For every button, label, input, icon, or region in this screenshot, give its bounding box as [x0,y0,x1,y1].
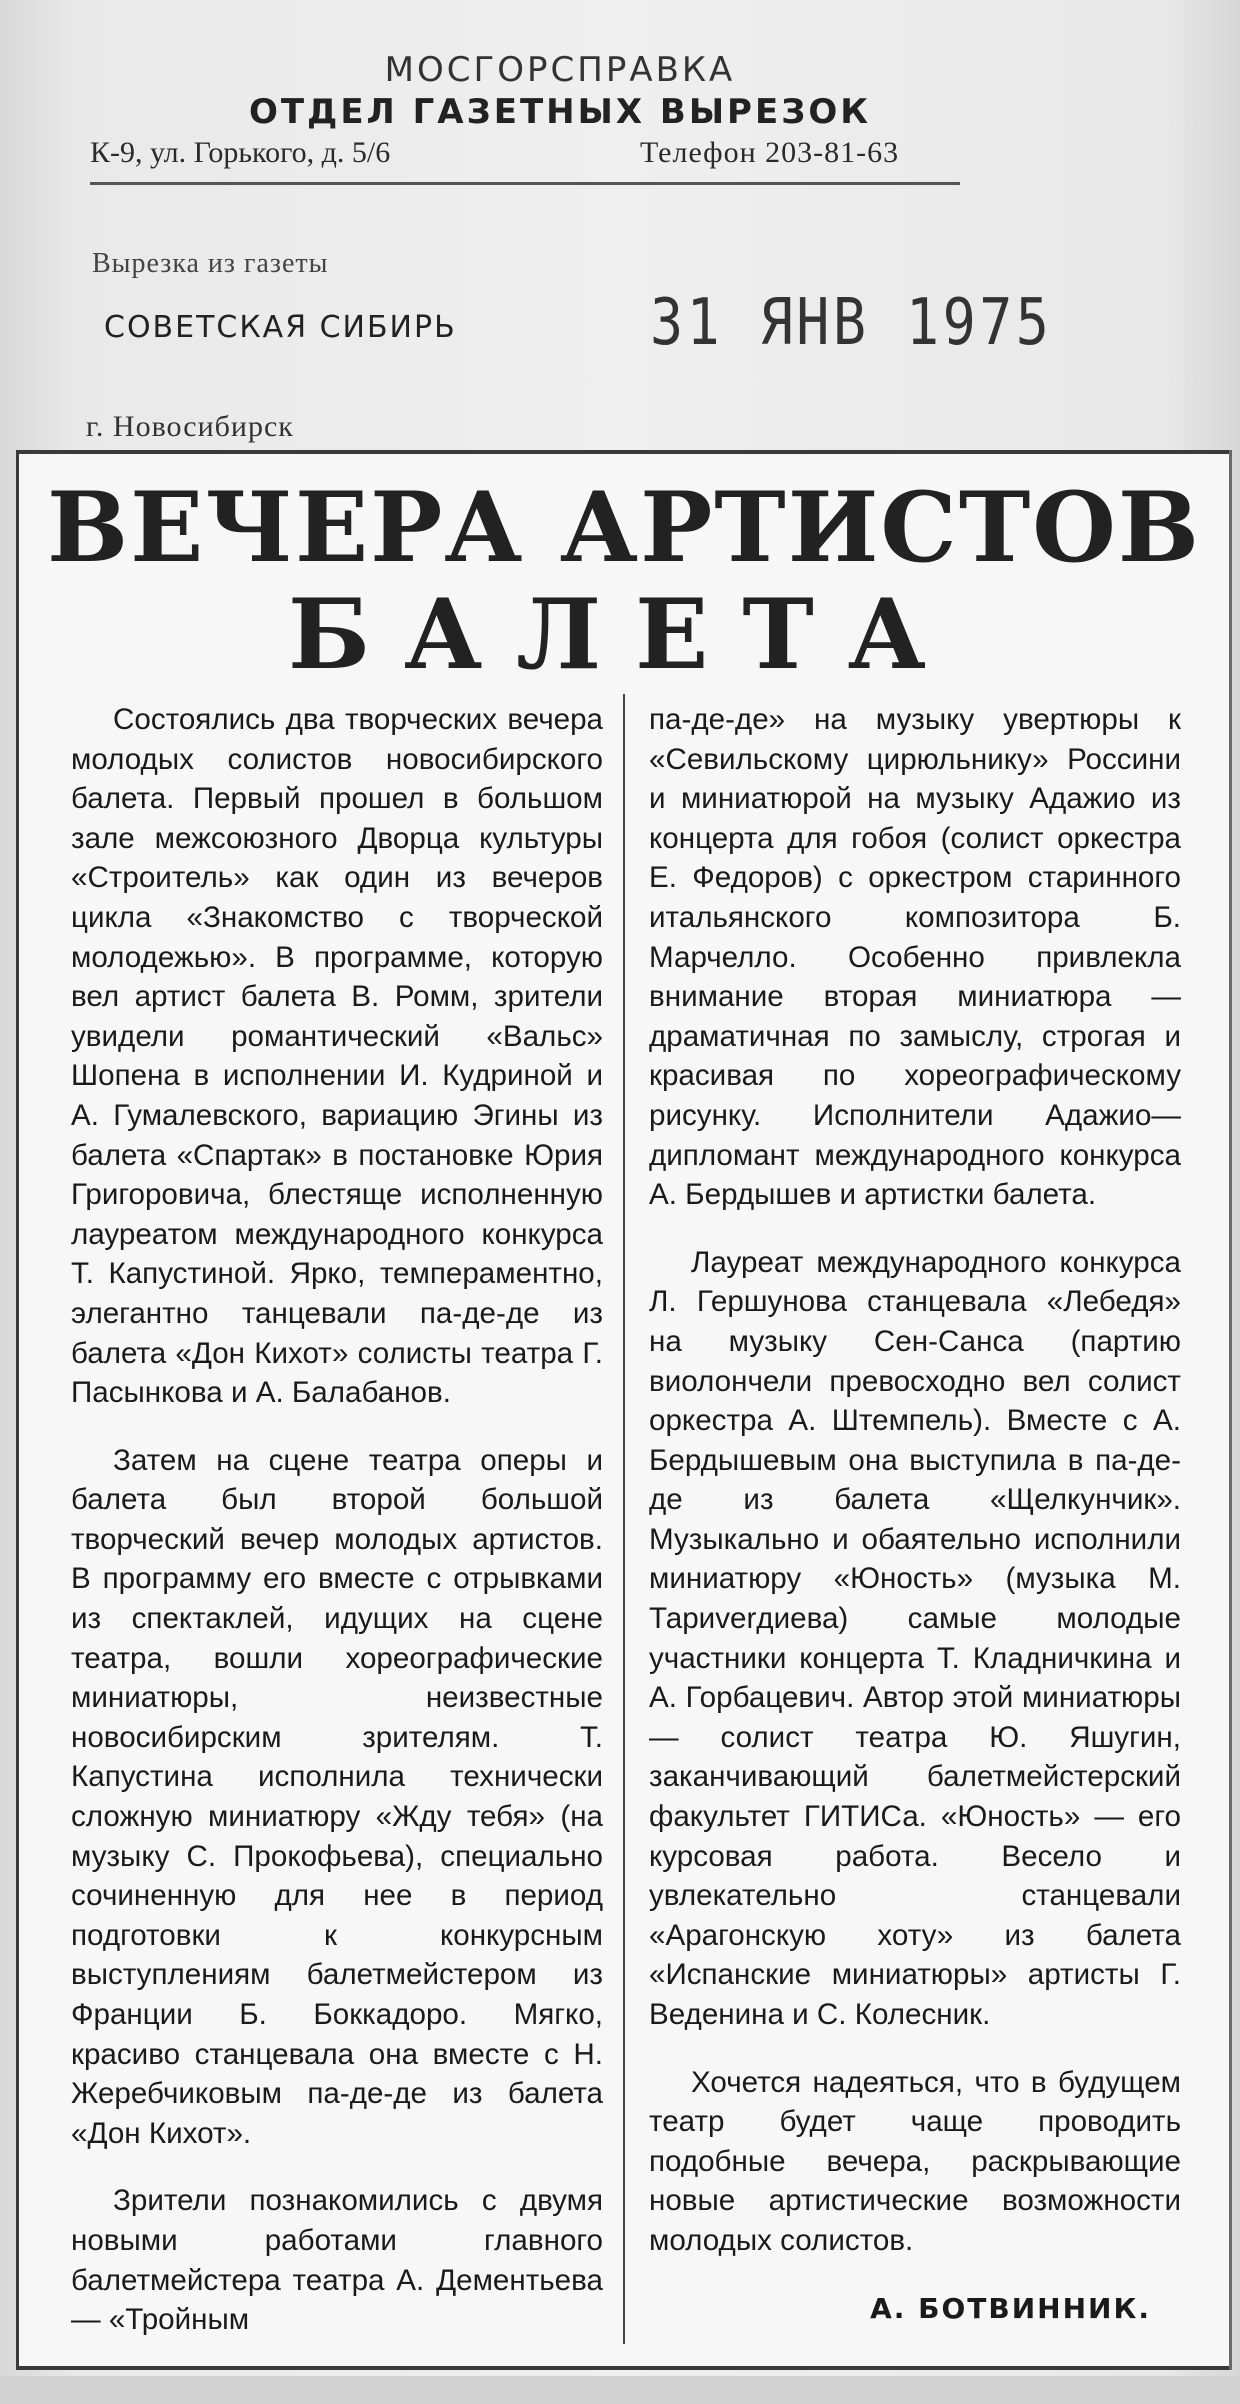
paragraph: Состоялись два творческих вечера молодых солистов новосибирского балета. Первый прошел в большом зале межсоюзного Дворца культуры «Строитель» как один из вечеров цикла «Знакомство с творческой молодежью». В программе, которую вел артист балета В. Ромм, зрители увидели романтический «Вальс» Шопена в исполнении И. Кудриной и А. Гумалевского, вариацию Эгины из балета «Спартак» в постановке Юрия Григоровича, блестяще исполненную лауреатом международного конкурса Т. Капустиной. Ярко, темпераментно, элегантно танцевали па-де-де из балета «Дон Кихот» солисты театра Г. Пасынкова и А. Балабанов. [71,703,603,1410]
paragraph: Затем на сцене театра оперы и балета был второй большой творческий вечер молодых артистов. В программу его вместе с отрывками из спектаклей, идущих на сцене театра, вошли хореографические миниатюры, неизвестные новосибирским зрителям. Т. Капустина исполнила технически сложную миниатюру «Жду тебя» (на музыку С. Прокофьева), специально сочиненную для нее в период подготовки к конкурсным выступлениям балетмейстером из Франции Б. Боккадоро. Мягко, красиво станцевала она вместе с Н. Жеребчиковым па-де-де из балета «Дон Кихот». [71,1443,603,2150]
article-body [71,700,1181,2340]
column-divider [623,694,625,2344]
stamp-city: г. Новосибирск [86,410,294,443]
newspaper-clipping [16,450,1232,2370]
stamp-organization: МОСГОРСПРАВКА [384,50,736,90]
stamp-date: 31 ЯНВ 1975 [650,286,1053,360]
article-column-left [71,700,603,2368]
paragraph: Хочется надеяться, что в будущем театр будет чаще проводить подобные вечера, раскрывающие новые артистические возможности молодых солистов. [649,2065,1181,2257]
stamp-newspaper-name: СОВЕТСКАЯ СИБИРЬ [104,310,457,345]
stamp-cut-label: Вырезка из газеты [92,248,329,279]
clipping-bottom-rule [19,2366,1229,2370]
paragraph: Лауреат международного конкурса Л. Гершунова станцевала «Лебедя» на музыку Сен-Санса (партию виолончели превосходно вел солист оркестра А. Штемпель). Вместе с А. Бердышевым она выступила в па-де-де из балета «Щелкунчик». Музыкально и обаятельно исполнили миниатюру «Юность» (музыка М. Тариverдиева) самые молодые участники концерта Т. Кладничкина и А. Горбацевич. Автор этой миниатюры — солист театра Ю. Яшугин, заканчивающий балетмейстерский факультет ГИТИСа. «Юность» — его курсовая работа. Весело и увлекательно станцевали «Арагонскую хоту» из балета «Испанские миниатюры» артисты Г. Веденина и С. Колесник. [649,1245,1181,2031]
article-column-right [649,700,1181,2328]
author-signature: А. БОТВИННИК. [870,2291,1151,2325]
page-bottom-edge [0,2376,1240,2404]
paragraph-continuation: па-де-де» на музыку увертюры к «Севильскому цирюльнику» Россини и миниатюрой на музыку Адажио из концерта для гобоя (солист оркестра Е. Федоров) с оркестром старинного итальянского композитора Б. Марчелло. Особенно привлекла внимание вторая миниатюра — драматичная по замыслу, строгая и красивая по хореографическому рисунку. Исполнители Адажио—дипломант международного конкурса А. Бердышев и артистки балета. [649,703,1181,1212]
archive-stamp [60,40,1200,460]
paragraph: Зрители познакомились с двумя новыми работами главного балетмейстера театра А. Дементьева — «Тройным [71,2184,603,2337]
stamp-department: ОТДЕЛ ГАЗЕТНЫХ ВЫРЕЗОК [248,92,872,132]
stamp-address: К-9, ул. Горького, д. 5/6 [90,136,391,169]
headline-line-2: БАЛЕТА [288,577,960,691]
clipping-top-rule [19,450,1229,454]
stamp-phone: Телефон 203-81-63 [640,136,900,169]
article-headline [19,471,1229,691]
headline-line-1: ВЕЧЕРА АРТИСТОВ [46,471,1202,584]
stamp-divider [90,182,960,185]
